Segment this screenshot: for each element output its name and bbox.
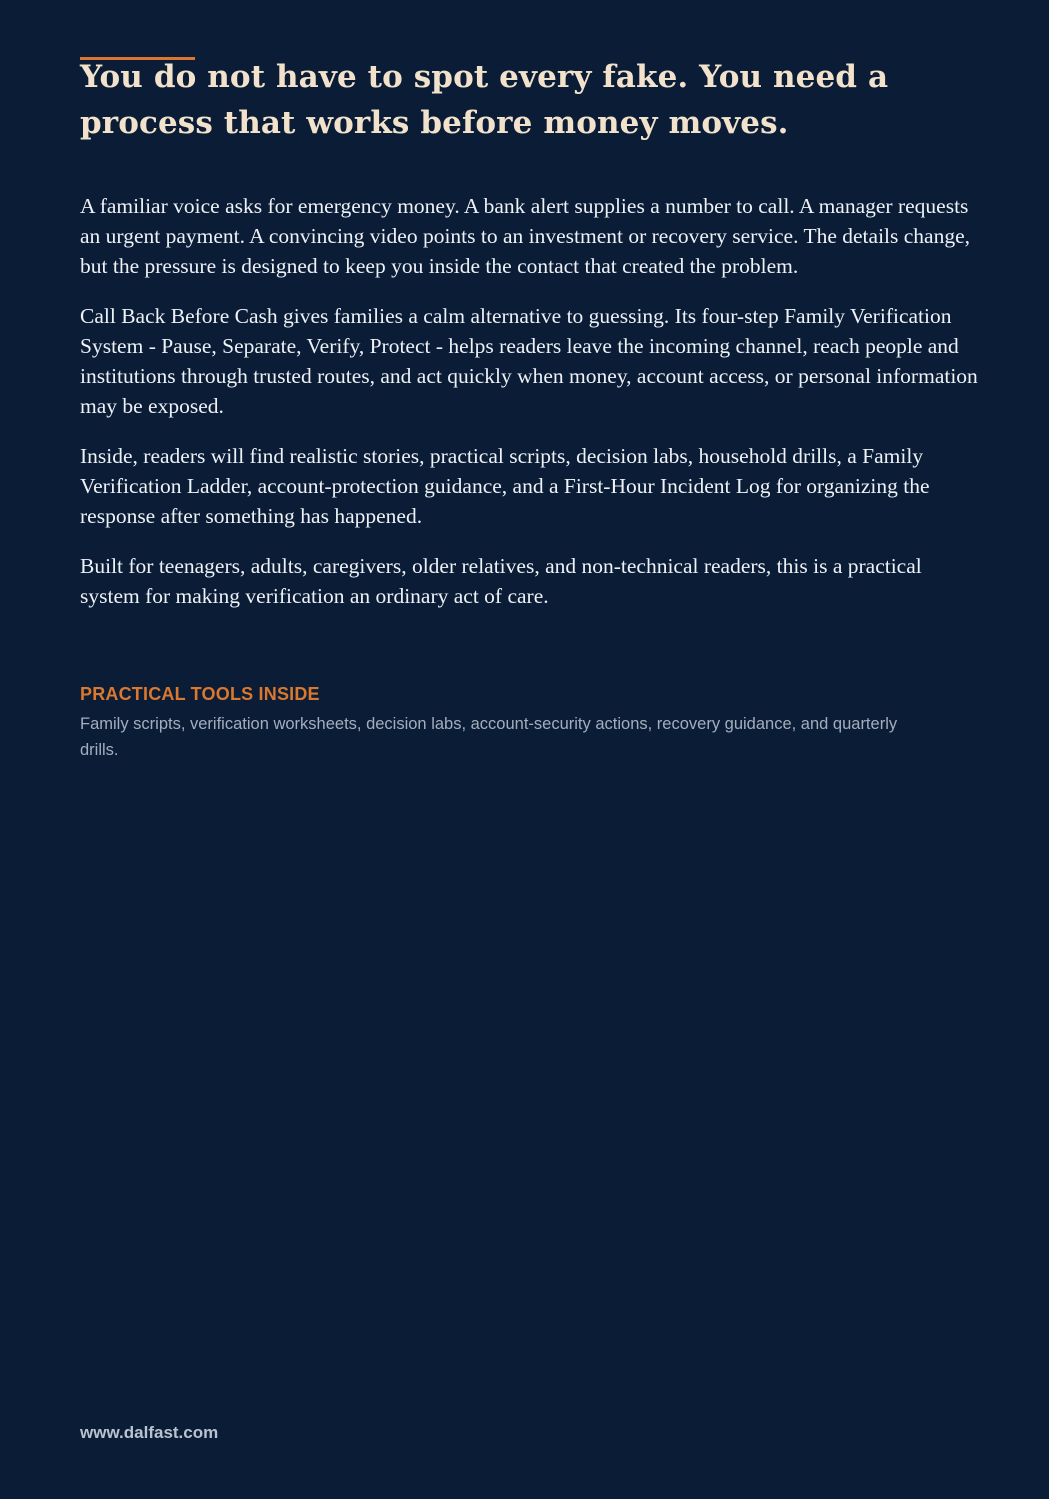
tools-heading: PRACTICAL TOOLS INSIDE: [80, 684, 320, 704]
tools-description: Family scripts, verification worksheets, decision labs, account-security actions, recovery guidance, and quarterly drills.: [80, 715, 898, 759]
website-link[interactable]: www.dalfast.com: [80, 1423, 219, 1442]
paragraph-2: Call Back Before Cash gives families a calm alternative to guessing. Its four-step Family Verification System - Pause, Separate, Verify, Protect - helps readers leave the incoming channel, reach people and institutions through trusted routes, and act quickly when money, account access, or personal information may be exposed.: [80, 304, 978, 418]
paragraph-1: A familiar voice asks for emergency money. A bank alert supplies a number to call. A manager requests an urgent payment. A convincing video points to an investment or recovery service. The details change, but the pressure is designed to keep you inside the contact that created the problem.: [80, 194, 971, 278]
paragraph-4: Built for teenagers, adults, caregivers, older relatives, and non-technical readers, this is a practical system for making verification an ordinary act of care.: [80, 554, 922, 608]
description-body: [80, 191, 980, 631]
headline: You do not have to spot every fake. You need a process that works before money moves.: [80, 59, 889, 141]
paragraph-3: Inside, readers will find realistic stories, practical scripts, decision labs, household drills, a Family Verification Ladder, account-protection guidance, and a First-Hour Incident Log for organizing the response after something has happened.: [80, 444, 930, 528]
